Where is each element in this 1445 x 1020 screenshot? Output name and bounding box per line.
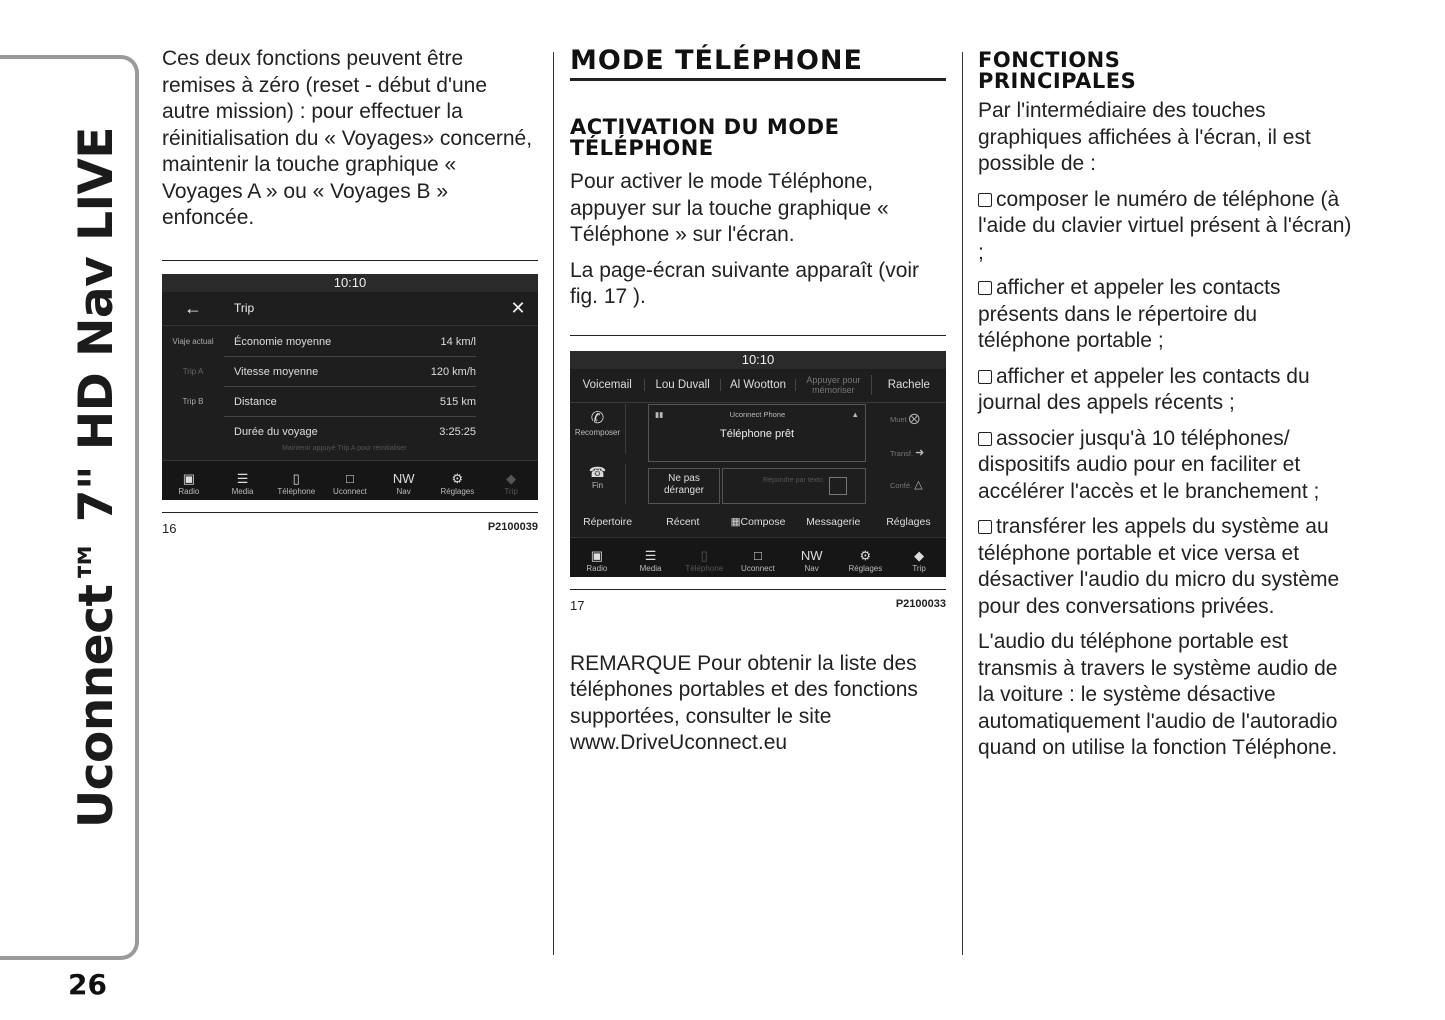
intro-paragraph: Par l'intermédiaire des touches graphiques affichées à l'écran, il est possible de : [978,99,1311,175]
table-row [162,327,476,357]
conference-icon: △ [914,478,923,491]
subsection-heading: ACTIVATION DU MODE TÉLÉPHONE [570,115,840,160]
list-item: composer le numéro de téléphone (à l'aide du clavier virtuel présent à l'écran) ; [978,187,1352,264]
phone-screen [570,351,946,577]
bottom-menu-bar [570,537,946,577]
favorite-contact[interactable]: Lou Duvall [645,379,720,391]
compass-icon: NW [392,470,415,486]
nav-button[interactable]: NW Nav [392,470,415,496]
list-item: afficher et appeler les contacts du journal des appels récents ; [978,364,1310,414]
column-3 [978,46,1354,771]
column-1 [162,46,538,536]
gear-icon: ⚙ [859,547,872,563]
battery-icon: ▮▮ [655,409,664,419]
trip-header [162,292,538,326]
column-divider [553,52,554,955]
checkbox-bullet-icon [978,281,992,295]
row-label: Durée du voyage [234,425,318,438]
car-icon: ◆ [506,470,517,486]
phone-tabs [570,509,946,535]
row-value: 120 km/h [414,357,476,387]
transfer-icon: ➜ [915,446,925,459]
checkbox-bullet-icon [978,370,992,384]
figure-caption [162,521,538,536]
redial-button[interactable]: ✆ Recomposer [570,404,626,454]
reset-hint: Maintenir appuyé Trip A pour réinitialiser [282,444,407,452]
signal-icon: ▲ [851,409,859,419]
list-item: afficher et appeler les contacts présents dans le répertoire du téléphone portable ; [978,276,1281,352]
closing-paragraph: L'audio du téléphone portable est transmis à travers le système audio de la voiture : le système désactive automatiquement l'audio de l'autoradio quand on utilise la fonction Téléphone. [978,630,1338,759]
phone-button[interactable]: ▯ Téléphone [685,547,724,573]
trip-table [162,327,476,452]
tab-recent[interactable]: Récent [666,515,700,528]
phone-status: Téléphone prêt [720,427,794,440]
radio-icon: ▣ [590,547,603,563]
activation-paragraph: Pour activer le mode Téléphone, appuyer sur la touche graphique « Téléphone » sur l'écran. [570,170,889,246]
checkbox[interactable] [829,477,847,495]
figure-number: 17 [570,597,585,613]
trip-screen [162,274,538,500]
screen-paragraph: La page-écran suivante apparaît (voir fig. 17 ). [570,258,920,308]
trip-tab-current[interactable]: Viaje actual [172,337,214,346]
checkbox-bullet-icon [978,432,992,446]
favorite-contact[interactable]: Al Wootton [721,379,796,391]
car-icon: ◆ [914,547,925,563]
end-call-button[interactable]: ☎ Fin [570,464,626,504]
radio-button[interactable]: ▣ Radio [586,547,608,573]
radio-button[interactable]: ▣ Radio [178,470,200,496]
row-value: 14 km/l [414,327,476,357]
row-value: 515 km [414,387,476,417]
mute-icon: ⨂ [908,412,920,425]
row-label: Vitesse moyenne [224,357,414,387]
figure-caption [570,598,946,613]
favorite-contact[interactable]: Rachele [887,379,930,391]
column-divider [962,52,963,955]
radio-icon: ▣ [182,470,195,486]
transfer-button[interactable]: Transf. ➜ [890,446,925,459]
figure-rule [162,512,538,513]
settings-button[interactable]: ⚙ Réglages [440,470,475,496]
remark-paragraph: REMARQUE Pour obtenir la liste des téléphones portables et des fonctions supportées, consulter le site www.DriveUconnect.eu [570,651,918,754]
figure-code: P2100039 [487,520,538,533]
checkbox-bullet-icon [978,193,992,207]
tab-messages[interactable]: Messagerie [806,515,861,528]
phone-button[interactable]: ▯ Téléphone [277,470,316,496]
phone-icon: ▯ [700,547,708,563]
trip-button[interactable]: ◆ Trip [912,547,926,573]
uconnect-button[interactable]: □ Uconnect [741,547,775,573]
phone-name: Uconnect Phone [729,409,786,419]
favorite-voicemail[interactable]: Voicemail [570,379,645,391]
trip-tab-b[interactable]: Trip B [182,397,204,406]
phone-main-area [570,404,946,504]
trip-tab-a[interactable]: Trip A [182,367,204,376]
media-button[interactable]: ☰ Media [639,547,662,573]
section-heading: FONCTIONS PRINCIPALES [978,48,1137,93]
figure-rule [162,260,538,261]
section-heading: MODE TÉLÉPHONE [570,46,946,81]
settings-button[interactable]: ⚙ Réglages [848,547,883,573]
conference-button[interactable]: Confé. △ [890,478,923,491]
row-label: Distance [224,387,414,417]
favorites-bar [570,369,946,403]
column-2 [570,46,946,766]
favorite-empty-slot[interactable]: Appuyer pour mémoriser [796,375,871,395]
uconnect-button[interactable]: □ Uconnect [333,470,367,496]
uconnect-icon: □ [754,547,762,563]
phone-redial-icon: ✆ [590,409,605,427]
row-value: 3:25:25 [439,425,476,438]
gear-icon: ⚙ [451,470,464,486]
list-item: transférer les appels du système au téléphone portable et vice versa et désactiver l'audio du micro du système pour des conversations privées. [978,515,1340,618]
figure-16 [162,260,538,536]
trip-button[interactable]: ◆ Trip [504,470,518,496]
uconnect-icon: □ [346,470,354,486]
dnd-button[interactable]: Ne pas déranger [648,468,720,504]
figure-17 [570,335,946,613]
tab-compose[interactable]: ▦Compose [730,515,786,528]
list-item: associer jusqu'à 10 téléphones/ dispositifs audio pour en faciliter et accélérer l'accès et le branchement ; [978,426,1320,503]
bottom-menu-bar [162,460,538,500]
hang-up-icon: ☎ [588,463,607,480]
reply-text-button[interactable]: Répondre par texto [722,468,866,504]
figure-rule [570,335,946,336]
keypad-icon: ▦ [730,515,741,528]
page-number: 26 [68,968,107,1001]
phone-icon: ▯ [292,470,300,486]
screen-clock: 10:10 [570,351,946,369]
close-icon[interactable]: ✕ [510,297,526,318]
mute-button[interactable]: Muet ⨂ [890,412,920,425]
reset-paragraph: Ces deux fonctions peuvent être remises à zéro (reset - début d'une autre mission) : pour effectuer la réinitialisation du « Voyages» concerné, maintenir la touche graphique « Voyages A » ou « Voyages B » enfoncée. [162,47,533,229]
phone-status-panel [648,404,866,462]
tab-settings[interactable]: Réglages [886,515,931,528]
media-icon: ☰ [644,547,657,563]
figure-code: P2100033 [895,597,946,610]
row-label: Économie moyenne [224,327,414,357]
compass-icon: NW [800,547,823,563]
nav-button[interactable]: NW Nav [800,547,823,573]
checkbox-bullet-icon [978,520,992,534]
trip-title: Trip [234,301,255,315]
back-arrow-icon[interactable]: ← [184,297,202,318]
figure-number: 16 [162,520,177,536]
tab-contacts[interactable]: Répertoire [583,515,633,528]
media-button[interactable]: ☰ Media [231,470,254,496]
table-row [162,387,476,417]
table-row [162,357,476,387]
figure-rule [570,589,946,590]
table-row [162,417,476,447]
screen-clock: 10:10 [162,274,538,292]
media-icon: ☰ [236,470,249,486]
